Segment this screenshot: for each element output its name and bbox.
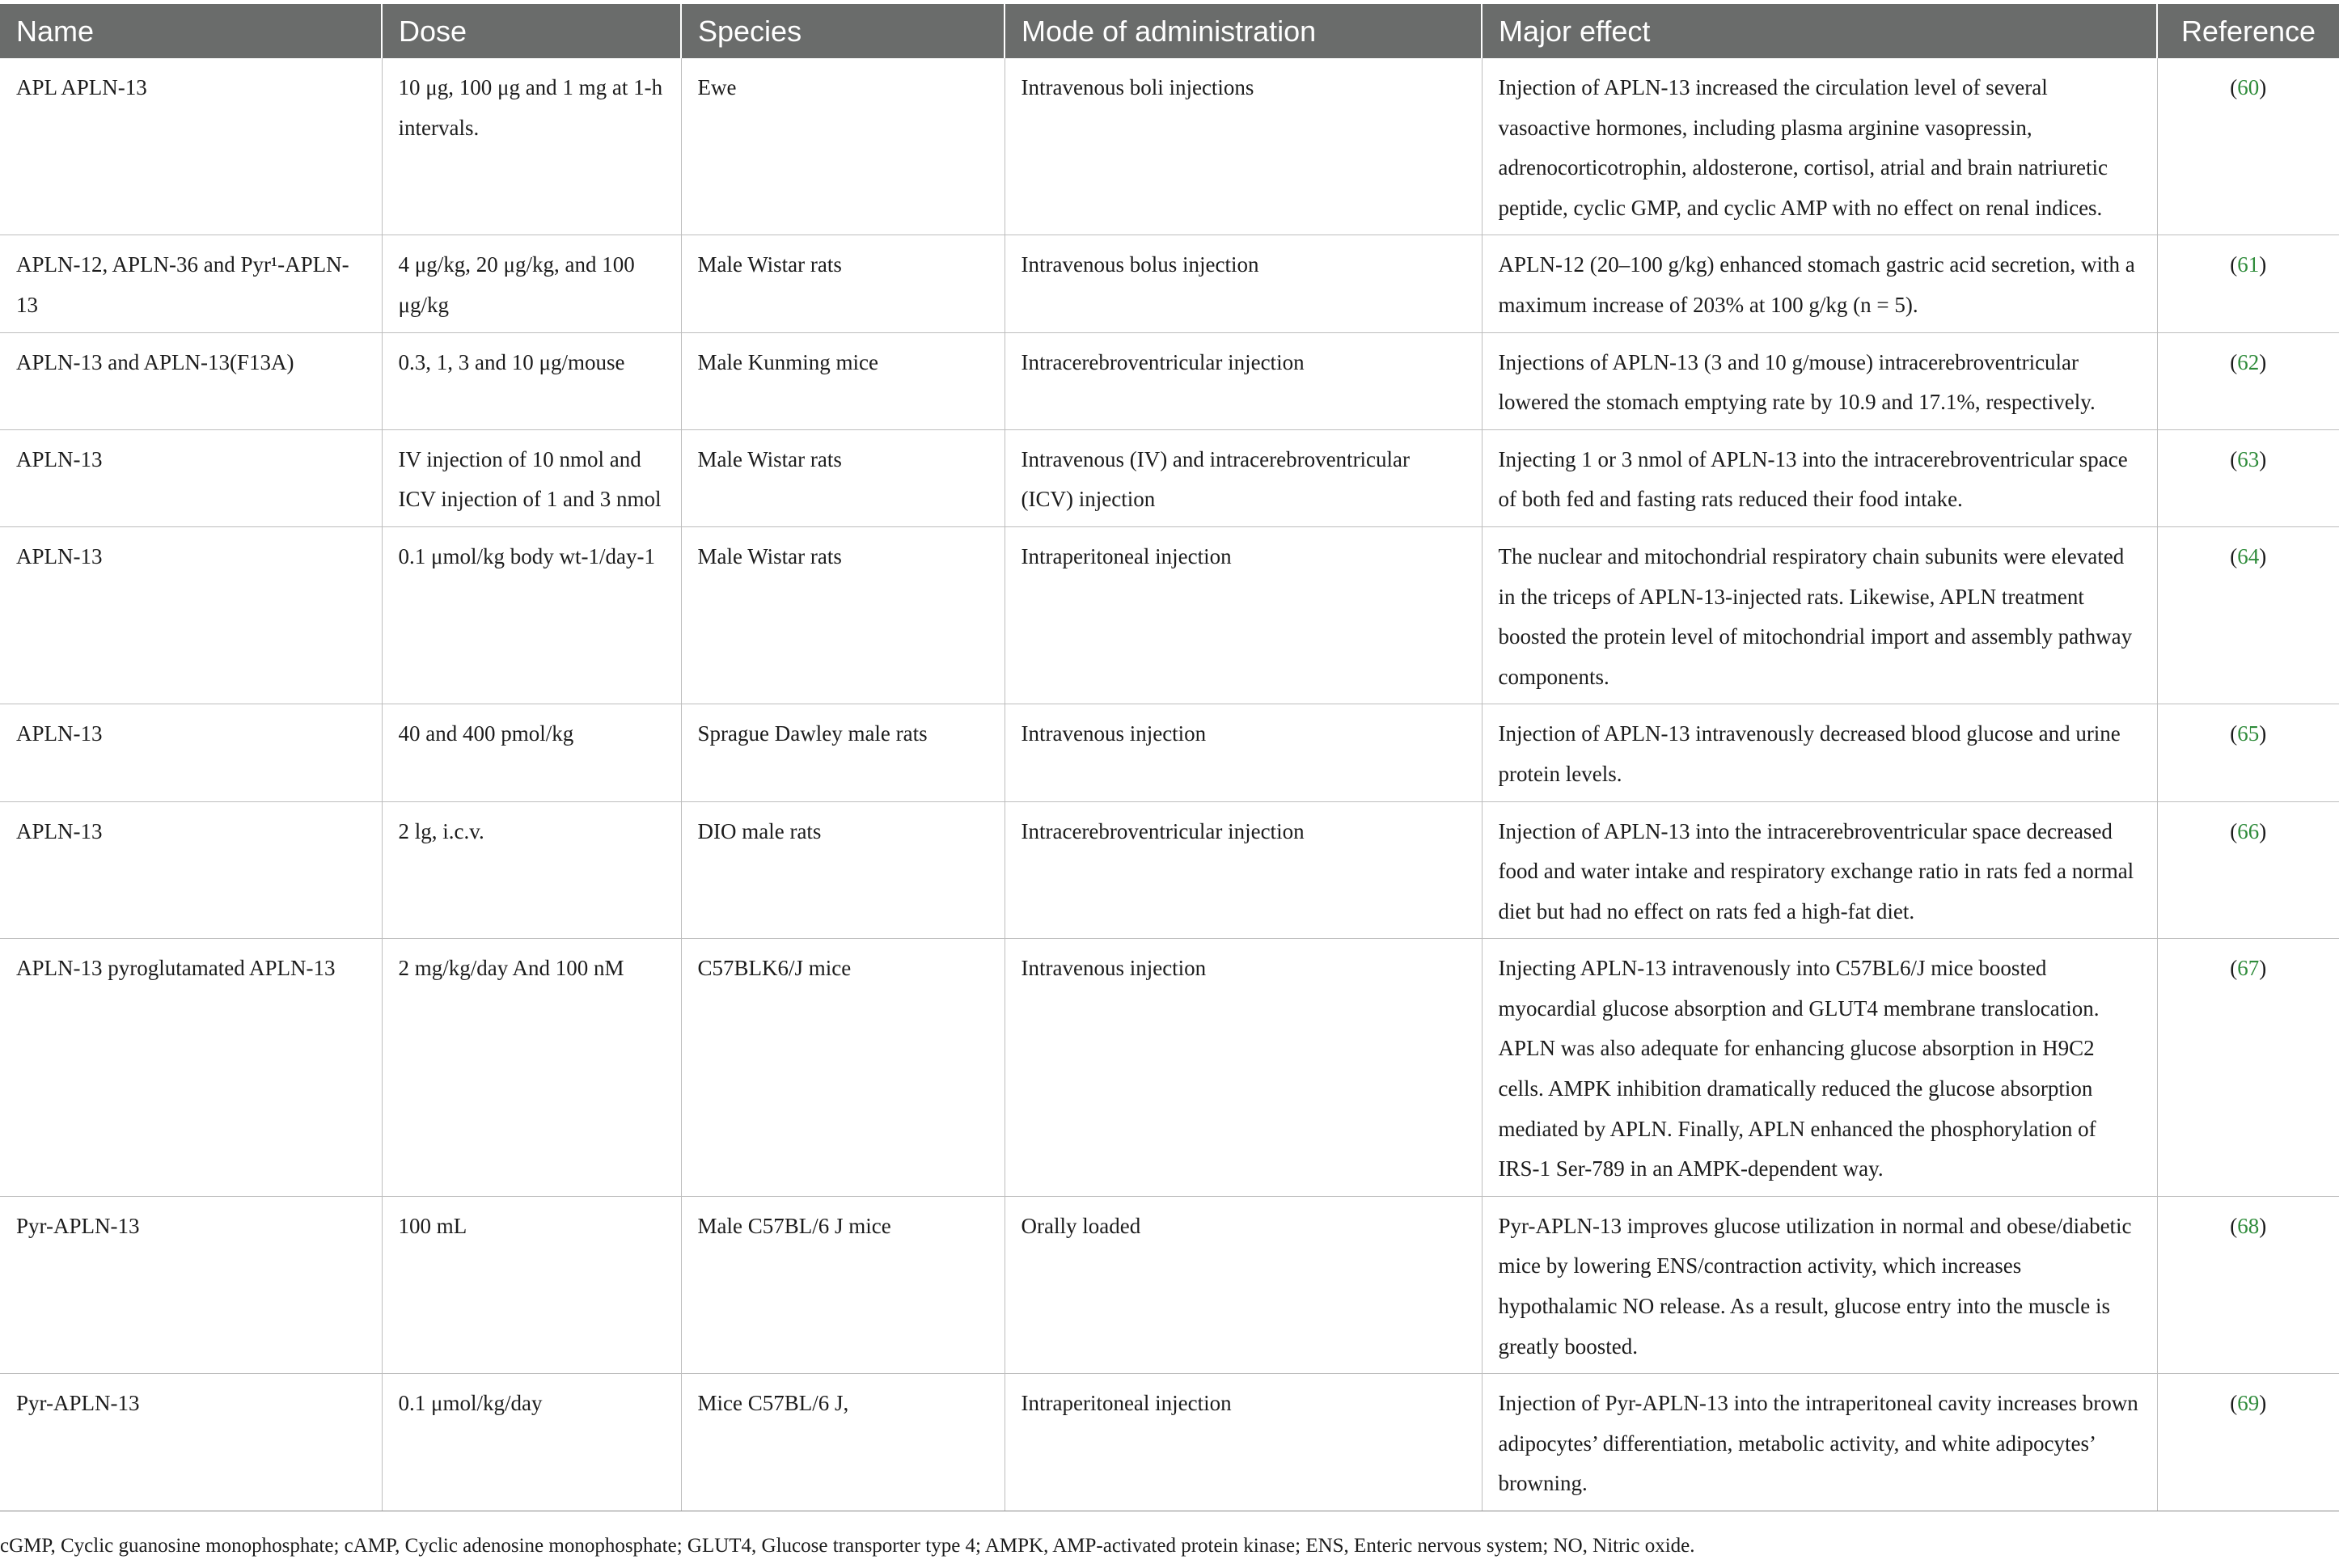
cell-reference [2157,332,2339,429]
cell-dose: 40 and 400 pmol/kg [382,704,681,801]
reference-close-paren: ) [2259,1391,2267,1416]
header-dose: Dose [382,4,681,58]
reference-open-paren: ( [2230,956,2238,981]
reference-link[interactable]: 64 [2237,543,2260,568]
reference-link[interactable]: 63 [2237,446,2260,471]
cell-name: APLN-13 and APLN-13(F13A) [0,332,382,429]
cell-dose: IV injection of 10 nmol and ICV injection of 1 and 3 nmol [382,429,681,526]
cell-species: DIO male rats [681,801,1005,939]
cell-name: APLN-12, APLN-36 and Pyr¹-APLN-13 [0,235,382,332]
table-body [0,58,2339,1511]
cell-reference [2157,704,2339,801]
cell-dose: 0.1 μmol/kg body wt-1/day-1 [382,526,681,704]
cell-dose: 4 μg/kg, 20 μg/kg, and 100 μg/kg [382,235,681,332]
cell-mode-of-administration: Intravenous boli injections [1005,58,1482,235]
table-row [0,235,2339,332]
cell-major-effect: The nuclear and mitochondrial respiratory chain subunits were elevated in the triceps of APLN-13-injected rats. Likewise, APLN treatment boosted the protein level of mitochondrial import and assembly pathway components. [1482,526,2157,704]
cell-reference [2157,1196,2339,1373]
reference-open-paren: ( [2230,543,2238,568]
cell-name: APL APLN-13 [0,58,382,235]
header-species: Species [681,4,1005,58]
cell-dose: 10 μg, 100 μg and 1 mg at 1-h intervals. [382,58,681,235]
table-row [0,429,2339,526]
reference-close-paren: ) [2259,721,2267,746]
cell-species: Mice C57BL/6 J, [681,1374,1005,1511]
cell-species: Male Wistar rats [681,526,1005,704]
reference-link[interactable]: 65 [2237,721,2260,746]
cell-dose: 0.3, 1, 3 and 10 μg/mouse [382,332,681,429]
cell-mode-of-administration: Intravenous injection [1005,704,1482,801]
table-row [0,1374,2339,1511]
reference-open-paren: ( [2230,721,2238,746]
cell-mode-of-administration: Intracerebroventricular injection [1005,332,1482,429]
table-row [0,801,2339,939]
cell-name: APLN-13 pyroglutamated APLN-13 [0,939,382,1197]
table-row [0,939,2339,1197]
reference-open-paren: ( [2230,349,2238,374]
table-row [0,1196,2339,1373]
reference-close-paren: ) [2259,446,2267,471]
cell-reference [2157,429,2339,526]
reference-link[interactable]: 61 [2237,252,2260,277]
header-mode-of-administration: Mode of administration [1005,4,1482,58]
cell-name: APLN-13 [0,704,382,801]
cell-species: Male Wistar rats [681,235,1005,332]
table-footnote: cGMP, Cyclic guanosine monophosphate; cAMP, Cyclic adenosine monophosphate; GLUT4, Glucose transporter type 4; AMPK, AMP-activated protein kinase; ENS, Enteric nervous system; NO, Nitric oxide. [0,1535,1695,1557]
header-row [0,4,2339,58]
cell-reference [2157,801,2339,939]
cell-major-effect: Injection of APLN-13 into the intracerebroventricular space decreased food and water intake and respiratory exchange ratio in rats fed a normal diet but had no effect on rats fed a high-fat diet. [1482,801,2157,939]
reference-open-paren: ( [2230,252,2238,277]
reference-open-paren: ( [2230,75,2238,99]
cell-mode-of-administration: Intravenous bolus injection [1005,235,1482,332]
cell-species: Ewe [681,58,1005,235]
cell-species: C57BLK6/J mice [681,939,1005,1197]
apelin-studies-table [0,4,2339,1511]
cell-major-effect: APLN-12 (20–100 g/kg) enhanced stomach gastric acid secretion, with a maximum increase of 203% at 100 g/kg (n = 5). [1482,235,2157,332]
table-header [0,4,2339,58]
cell-mode-of-administration: Intravenous injection [1005,939,1482,1197]
cell-mode-of-administration: Intraperitoneal injection [1005,526,1482,704]
cell-name: APLN-13 [0,429,382,526]
cell-species: Male Kunming mice [681,332,1005,429]
cell-dose: 100 mL [382,1196,681,1373]
cell-reference [2157,526,2339,704]
reference-close-paren: ) [2259,818,2267,843]
reference-link[interactable]: 67 [2237,956,2260,981]
reference-open-paren: ( [2230,446,2238,471]
cell-reference [2157,58,2339,235]
reference-link[interactable]: 66 [2237,818,2260,843]
table-container [0,4,2339,1511]
reference-close-paren: ) [2259,75,2267,99]
cell-major-effect: Injections of APLN-13 (3 and 10 g/mouse) intracerebroventricular lowered the stomach emptying rate by 10.9 and 17.1%, respectively. [1482,332,2157,429]
reference-close-paren: ) [2259,349,2267,374]
header-name: Name [0,4,382,58]
reference-link[interactable]: 60 [2237,75,2260,99]
cell-mode-of-administration: Orally loaded [1005,1196,1482,1373]
table-row [0,526,2339,704]
header-reference: Reference [2180,14,2316,48]
cell-mode-of-administration: Intraperitoneal injection [1005,1374,1482,1511]
reference-open-paren: ( [2230,818,2238,843]
cell-reference [2157,235,2339,332]
reference-close-paren: ) [2259,543,2267,568]
cell-species: Male C57BL/6 J mice [681,1196,1005,1373]
cell-mode-of-administration: Intracerebroventricular injection [1005,801,1482,939]
cell-dose: 2 mg/kg/day And 100 nM [382,939,681,1197]
reference-link[interactable]: 69 [2237,1391,2260,1416]
cell-species: Sprague Dawley male rats [681,704,1005,801]
reference-close-paren: ) [2259,956,2267,981]
cell-name: Pyr-APLN-13 [0,1374,382,1511]
reference-open-paren: ( [2230,1391,2238,1416]
cell-name: Pyr-APLN-13 [0,1196,382,1373]
cell-major-effect: Injecting 1 or 3 nmol of APLN-13 into the intracerebroventricular space of both fed and fasting rats reduced their food intake. [1482,429,2157,526]
header-major-effect: Major effect [1482,4,2157,58]
cell-major-effect: Pyr-APLN-13 improves glucose utilization in normal and obese/diabetic mice by lowering ENS/contraction activity, which increases hypothalamic NO release. As a result, glucose entry into the muscle is greatly boosted. [1482,1196,2157,1373]
cell-reference [2157,1374,2339,1511]
cell-dose: 0.1 μmol/kg/day [382,1374,681,1511]
reference-link[interactable]: 62 [2237,349,2260,374]
table-row [0,58,2339,235]
cell-species: Male Wistar rats [681,429,1005,526]
cell-major-effect: Injection of Pyr-APLN-13 into the intraperitoneal cavity increases brown adipocytes’ differentiation, metabolic activity, and white adipocytes’ browning. [1482,1374,2157,1511]
cell-major-effect: Injection of APLN-13 intravenously decreased blood glucose and urine protein levels. [1482,704,2157,801]
reference-close-paren: ) [2259,1213,2267,1238]
cell-major-effect: Injecting APLN-13 intravenously into C57BL6/J mice boosted myocardial glucose absorption and GLUT4 membrane translocation. APLN was also adequate for enhancing glucose absorption in H9C2 cells. AMPK inhibition dramatically reduced the glucose absorption mediated by APLN. Finally, APLN enhanced the phosphorylation of IRS-1 Ser-789 in an AMPK-dependent way. [1482,939,2157,1197]
cell-mode-of-administration: Intravenous (IV) and intracerebroventricular (ICV) injection [1005,429,1482,526]
reference-open-paren: ( [2230,1213,2238,1238]
cell-major-effect: Injection of APLN-13 increased the circulation level of several vasoactive hormones, including plasma arginine vasopressin, adrenocorticotrophin, aldosterone, cortisol, atrial and brain natriuretic peptide, cyclic GMP, and cyclic AMP with no effect on renal indices. [1482,58,2157,235]
reference-link[interactable]: 68 [2237,1213,2260,1238]
cell-reference [2157,939,2339,1197]
cell-name: APLN-13 [0,526,382,704]
cell-name: APLN-13 [0,801,382,939]
table-row [0,704,2339,801]
table-row [0,332,2339,429]
cell-dose: 2 lg, i.c.v. [382,801,681,939]
reference-close-paren: ) [2259,252,2267,277]
